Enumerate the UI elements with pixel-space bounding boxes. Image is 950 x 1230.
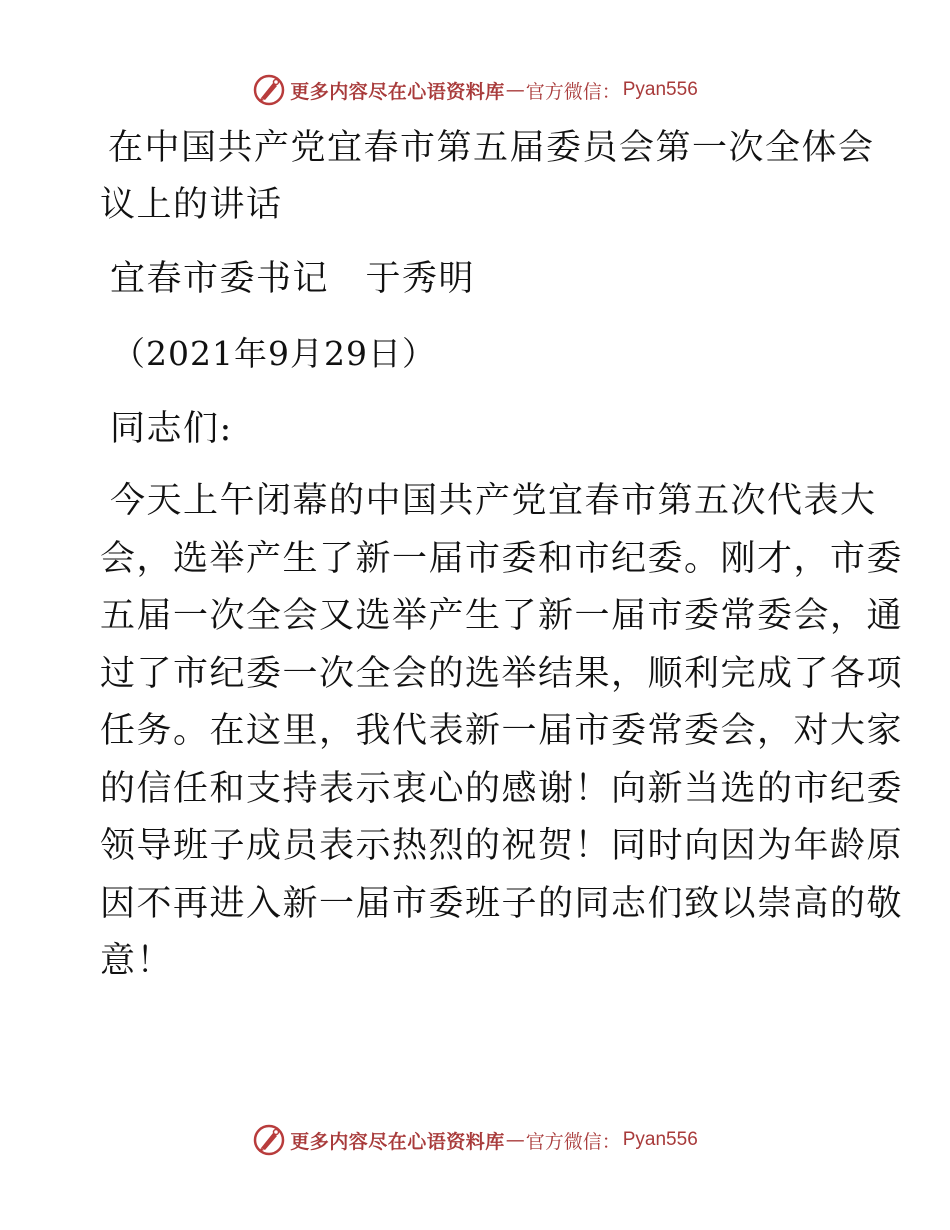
paragraph-line: 任务。在这里，我代表新一届市委常委会，对大家 bbox=[100, 711, 904, 751]
title-line-2: 议上的讲话 bbox=[100, 185, 283, 225]
date-line: （2021年9月29日） bbox=[112, 334, 436, 373]
title-line-1: 在中国共产党宜春市第五届委员会第一次全体会 bbox=[108, 128, 875, 168]
watermark-dash: — bbox=[505, 79, 525, 101]
watermark-brand: 更多内容尽在心语资料库 bbox=[290, 1130, 505, 1153]
paragraph-line: 今天上午闭幕的中国共产党宜春市第五次代表大 bbox=[110, 481, 877, 521]
paragraph-line: 意！ bbox=[100, 941, 174, 981]
paragraph-line: 五届一次全会又选举产生了新一届市委常委会，通 bbox=[100, 596, 904, 636]
watermark-official-label: 官方微信： bbox=[525, 1130, 621, 1153]
watermark-wechat-id: Pyan556 bbox=[622, 1129, 698, 1150]
greeting: 同志们: bbox=[110, 409, 233, 449]
paragraph-line: 因不再进入新一届市委班子的同志们致以崇高的敬 bbox=[100, 883, 904, 924]
author-line: 宜春市委书记 于秀明 bbox=[110, 259, 476, 299]
pen-logo-icon bbox=[252, 73, 286, 107]
footer-watermark bbox=[0, 1120, 950, 1160]
paragraph-line: 领导班子成员表示热烈的祝贺！同时向因为年龄原 bbox=[100, 826, 904, 866]
watermark-brand: 更多内容尽在心语资料库 bbox=[290, 80, 505, 103]
watermark-wechat-id: Pyan556 bbox=[622, 79, 698, 100]
paragraph-line: 会，选举产生了新一届市委和市纪委。刚才，市委 bbox=[100, 538, 904, 579]
header-watermark bbox=[0, 70, 950, 110]
watermark-official-label: 官方微信： bbox=[525, 80, 621, 103]
watermark-dash: — bbox=[505, 1129, 525, 1151]
paragraph-line: 的信任和支持表示衷心的感谢！向新当选的市纪委 bbox=[100, 768, 904, 809]
pen-logo-icon bbox=[252, 1123, 286, 1157]
paragraph-line: 过了市纪委一次全会的选举结果，顺利完成了各项 bbox=[100, 653, 904, 694]
opening-paragraph bbox=[100, 481, 904, 999]
